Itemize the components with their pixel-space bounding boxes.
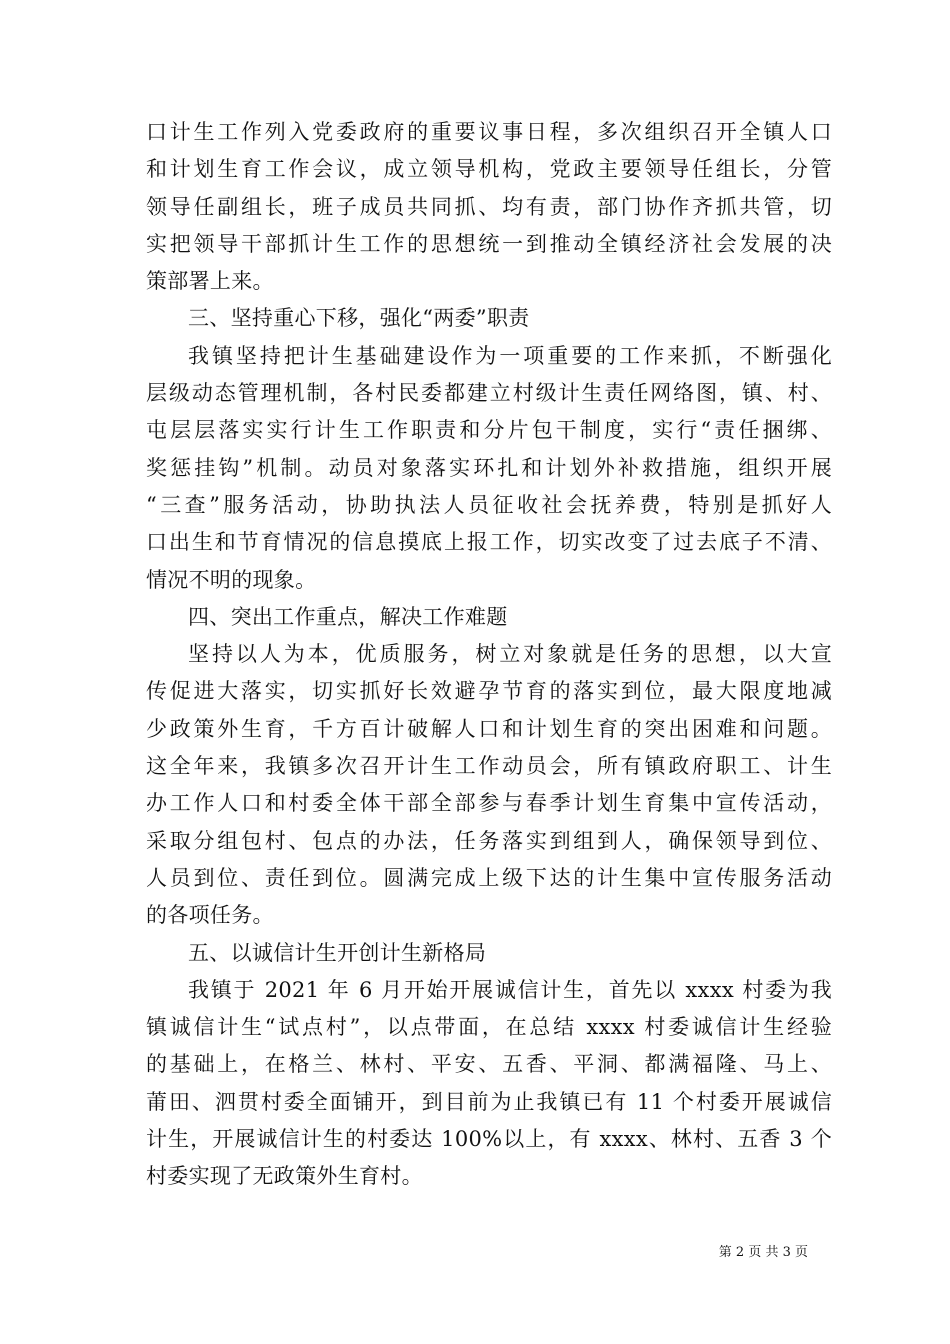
text-line: 的各项任务。 xyxy=(146,903,274,928)
text-line: 我镇坚持把计生基础建设作为一项重要的工作来抓，不断强化 xyxy=(188,343,832,368)
text-line: 层级动态管理机制，各村民委都建立村级计生责任网络图，镇、村、 xyxy=(146,381,832,406)
text-line: 少政策外生育，千方百计破解人口和计划生育的突出困难和问题。 xyxy=(146,716,832,741)
document-body xyxy=(146,114,832,1196)
text-line: 这全年来，我镇多次召开计生工作动员会，所有镇政府职工、计生 xyxy=(146,754,832,779)
text-line: 口计生工作列入党委政府的重要议事日程，多次组织召开全镇人口 xyxy=(146,120,832,144)
text-line: 计生，开展诚信计生的村委达 100%以上，有 xxxx、林村、五香 3 个 xyxy=(146,1127,832,1152)
text-line: 情况不明的现象。 xyxy=(146,567,317,592)
text-line: 镇诚信计生“试点村”，以点带面，在总结 xxxx 村委诚信计生经验 xyxy=(146,1015,832,1040)
text-line: 口出生和节育情况的信息摸底上报工作，切实改变了过去底子不清、 xyxy=(146,530,832,555)
text-line: 传促进大落实，切实抓好长效避孕节育的落实到位，最大限度地减 xyxy=(146,679,832,704)
text-line: 屯层层落实实行计生工作职责和分片包干制度，实行“责任捆绑、 xyxy=(146,418,832,443)
text-line: 策部署上来。 xyxy=(146,269,274,294)
text-line: 人员到位、责任到位。圆满完成上级下达的计生集中宣传服务活动 xyxy=(146,865,832,890)
text-line: 三、坚持重心下移，强化“两委”职责 xyxy=(188,306,530,331)
text-line: 采取分组包村、包点的办法，任务落实到组到人，确保领导到位、 xyxy=(146,828,832,853)
text-line: 四、突出工作重点，解决工作难题 xyxy=(188,604,508,629)
text-line: 奖惩挂钩”机制。动员对象落实环扎和计划外补救措施，组织开展 xyxy=(146,455,832,480)
text-line: 坚持以人为本，优质服务，树立对象就是任务的思想，以大宣 xyxy=(188,642,832,667)
text-line: 领导任副组长，班子成员共同抓、均有责，部门协作齐抓共管，切 xyxy=(146,194,832,219)
text-line: 办工作人口和村委全体干部全部参与春季计划生育集中宣传活动， xyxy=(146,791,832,816)
text-line: 莆田、泗贯村委全面铺开，到目前为止我镇已有 11 个村委开展诚信 xyxy=(146,1089,832,1114)
text-line: 实把领导干部抓计生工作的思想统一到推动全镇经济社会发展的决 xyxy=(146,231,832,256)
text-line: 五、以诚信计生开创计生新格局 xyxy=(188,940,487,965)
text-line: 的基础上，在格兰、林村、平安、五香、平洞、都满福隆、马上、 xyxy=(146,1052,832,1077)
page-number: 第 2 页 共 3 页 xyxy=(718,1245,808,1260)
text-line: 我镇于 2021 年 6 月开始开展诚信计生，首先以 xxxx 村委为我 xyxy=(188,977,832,1002)
text-line: 和计划生育工作会议，成立领导机构，党政主要领导任组长，分管 xyxy=(146,157,832,182)
text-line: “三查”服务活动，协助执法人员征收社会抚养费，特别是抓好人 xyxy=(146,492,832,517)
text-line: 村委实现了无政策外生育村。 xyxy=(146,1164,423,1189)
